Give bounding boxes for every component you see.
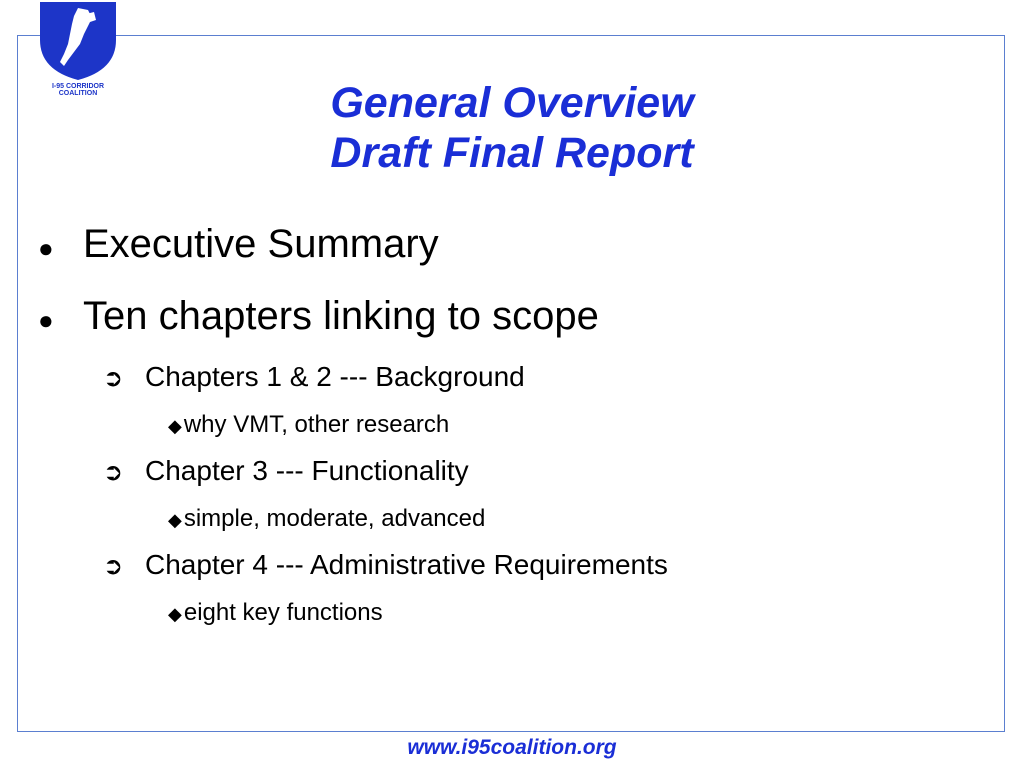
bullet-text: Ten chapters linking to scope bbox=[83, 294, 599, 338]
subbullet-chapter-3 bbox=[103, 455, 469, 487]
title-line-1: General Overview bbox=[330, 79, 694, 127]
arrow-bullet-icon: ➲ bbox=[103, 553, 124, 580]
subbullet-chapters-1-2 bbox=[103, 361, 525, 393]
subbullet-text: Chapter 3 --- Functionality bbox=[145, 455, 469, 486]
bullet-executive-summary bbox=[38, 222, 439, 267]
slide-title bbox=[0, 78, 1024, 178]
shield-map-icon bbox=[38, 0, 118, 82]
subsubbullet-text: simple, moderate, advanced bbox=[183, 505, 486, 532]
footer-url[interactable]: www.i95coalition.org bbox=[407, 736, 617, 759]
bullet-text: Executive Summary bbox=[83, 222, 439, 266]
diamond-bullet-icon: ◆ bbox=[168, 510, 182, 530]
subbullet-text: Chapter 4 --- Administrative Requirements bbox=[145, 549, 668, 580]
subbullet-chapter-4 bbox=[103, 549, 668, 581]
logo-caption-line2: COALITION bbox=[58, 90, 98, 97]
bullet-ten-chapters bbox=[38, 294, 599, 339]
subsubbullet-simple-moderate bbox=[168, 505, 485, 533]
diamond-bullet-icon: ◆ bbox=[168, 604, 182, 624]
diamond-bullet-icon: ◆ bbox=[168, 416, 182, 436]
subsubbullet-text: eight key functions bbox=[183, 599, 383, 626]
logo-caption-line1: I-95 CORRIDOR bbox=[51, 83, 105, 90]
arrow-bullet-icon: ➲ bbox=[103, 459, 124, 486]
arrow-bullet-icon: ➲ bbox=[103, 365, 124, 392]
round-bullet-icon: ● bbox=[38, 233, 54, 263]
round-bullet-icon: ● bbox=[38, 305, 54, 335]
subbullet-text: Chapters 1 & 2 --- Background bbox=[145, 361, 525, 392]
subsubbullet-text: why VMT, other research bbox=[183, 411, 450, 438]
subsubbullet-eight-key bbox=[168, 599, 383, 627]
subsubbullet-why-vmt bbox=[168, 411, 449, 439]
title-line-2: Draft Final Report bbox=[330, 129, 694, 177]
